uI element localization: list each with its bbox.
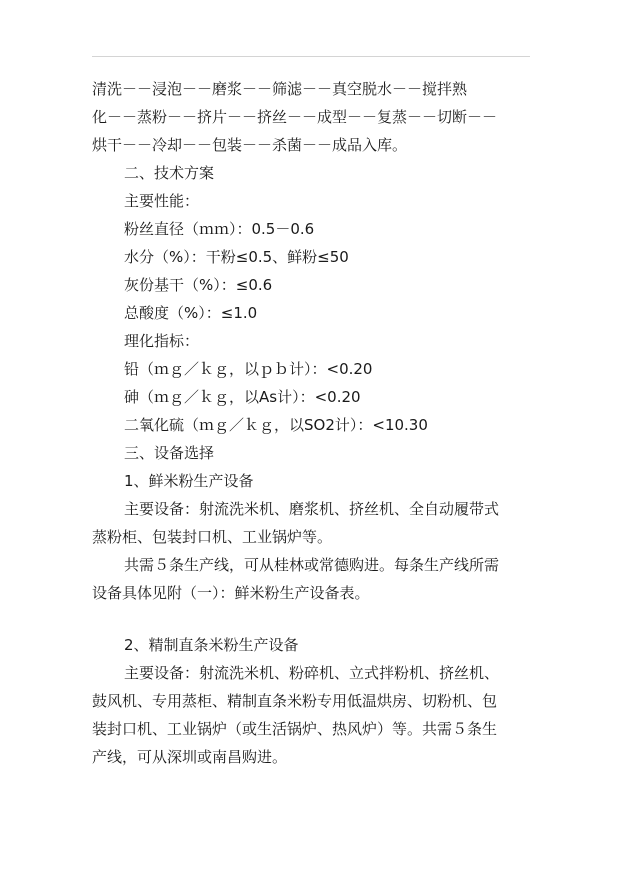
text-line: 二、技术方案: [124, 164, 215, 182]
paragraph: [92, 243, 532, 271]
paragraph: [92, 467, 532, 495]
paragraph: [92, 383, 532, 411]
paragraph: [92, 215, 532, 243]
text-line: 设备具体见附（一）：鲜米粉生产设备表。: [92, 584, 370, 602]
text-line: 化－－蒸粉－－挤片－－挤丝－－成型－－复蒸－－切断－－: [92, 108, 498, 126]
text-line: 主要设备：射流洗米机、粉碎机、立式拌粉机、挤丝机、: [124, 664, 500, 682]
text-line: 总酸度（%）：≤1.0: [124, 304, 258, 322]
paragraph: [92, 159, 532, 187]
paragraph: [92, 495, 532, 551]
text-line: 蒸粉柜、包装封口机、工业锅炉等。: [92, 528, 333, 546]
paragraph-gap: [92, 607, 532, 631]
text-line: 砷（ｍｇ／ｋｇ，以As计）：<0.20: [124, 388, 361, 406]
text-line: 灰份基干（%）：≤0.6: [124, 276, 273, 294]
paragraph: [92, 271, 532, 299]
paragraph: [92, 439, 532, 467]
text-line: 产线，可从深圳或南昌购进。: [92, 748, 288, 766]
text-line: 主要设备：射流洗米机、磨浆机、挤丝机、全自动履带式: [124, 500, 500, 518]
paragraph: [92, 411, 532, 439]
paragraph: [92, 187, 532, 215]
text-line: 铅（ｍｇ／ｋｇ，以ｐｂ计）：<0.20: [124, 360, 373, 378]
text-line: 三、设备选择: [124, 444, 215, 462]
text-line: 装封口机、工业锅炉（或生活锅炉、热风炉）等。共需５条生: [92, 720, 498, 738]
paragraph: [92, 327, 532, 355]
paragraph: [92, 659, 532, 771]
text-line: 2、精制直条米粉生产设备: [124, 636, 299, 654]
text-line: 理化指标：: [124, 332, 200, 350]
paragraph: [92, 631, 532, 659]
text-line: 烘干－－冷却－－包装－－杀菌－－成品入库。: [92, 136, 408, 154]
header-rule: [92, 56, 530, 57]
text-line: 清洗－－浸泡－－磨浆－－筛滤－－真空脱水－－搅拌熟: [92, 80, 468, 98]
text-line: 1、鲜米粉生产设备: [124, 472, 254, 490]
text-line: 鼓风机、专用蒸柜、精制直条米粉专用低温烘房、切粉机、包: [92, 692, 498, 710]
text-line: 二氧化硫（ｍｇ／ｋｇ，以SO2计）：<10.30: [124, 416, 428, 434]
paragraph: [92, 355, 532, 383]
text-line: 粉丝直径（ｍｍ）：0.5－0.6: [124, 220, 315, 238]
paragraph: [92, 551, 532, 607]
paragraph: [92, 75, 532, 159]
document-body: [92, 75, 532, 771]
text-line: 水分（%）：干粉≤0.5、鲜粉≤50: [124, 248, 349, 266]
text-line: 主要性能：: [124, 192, 200, 210]
paragraph: [92, 299, 532, 327]
text-line: 共需５条生产线，可从桂林或常德购进。每条生产线所需: [124, 556, 500, 574]
